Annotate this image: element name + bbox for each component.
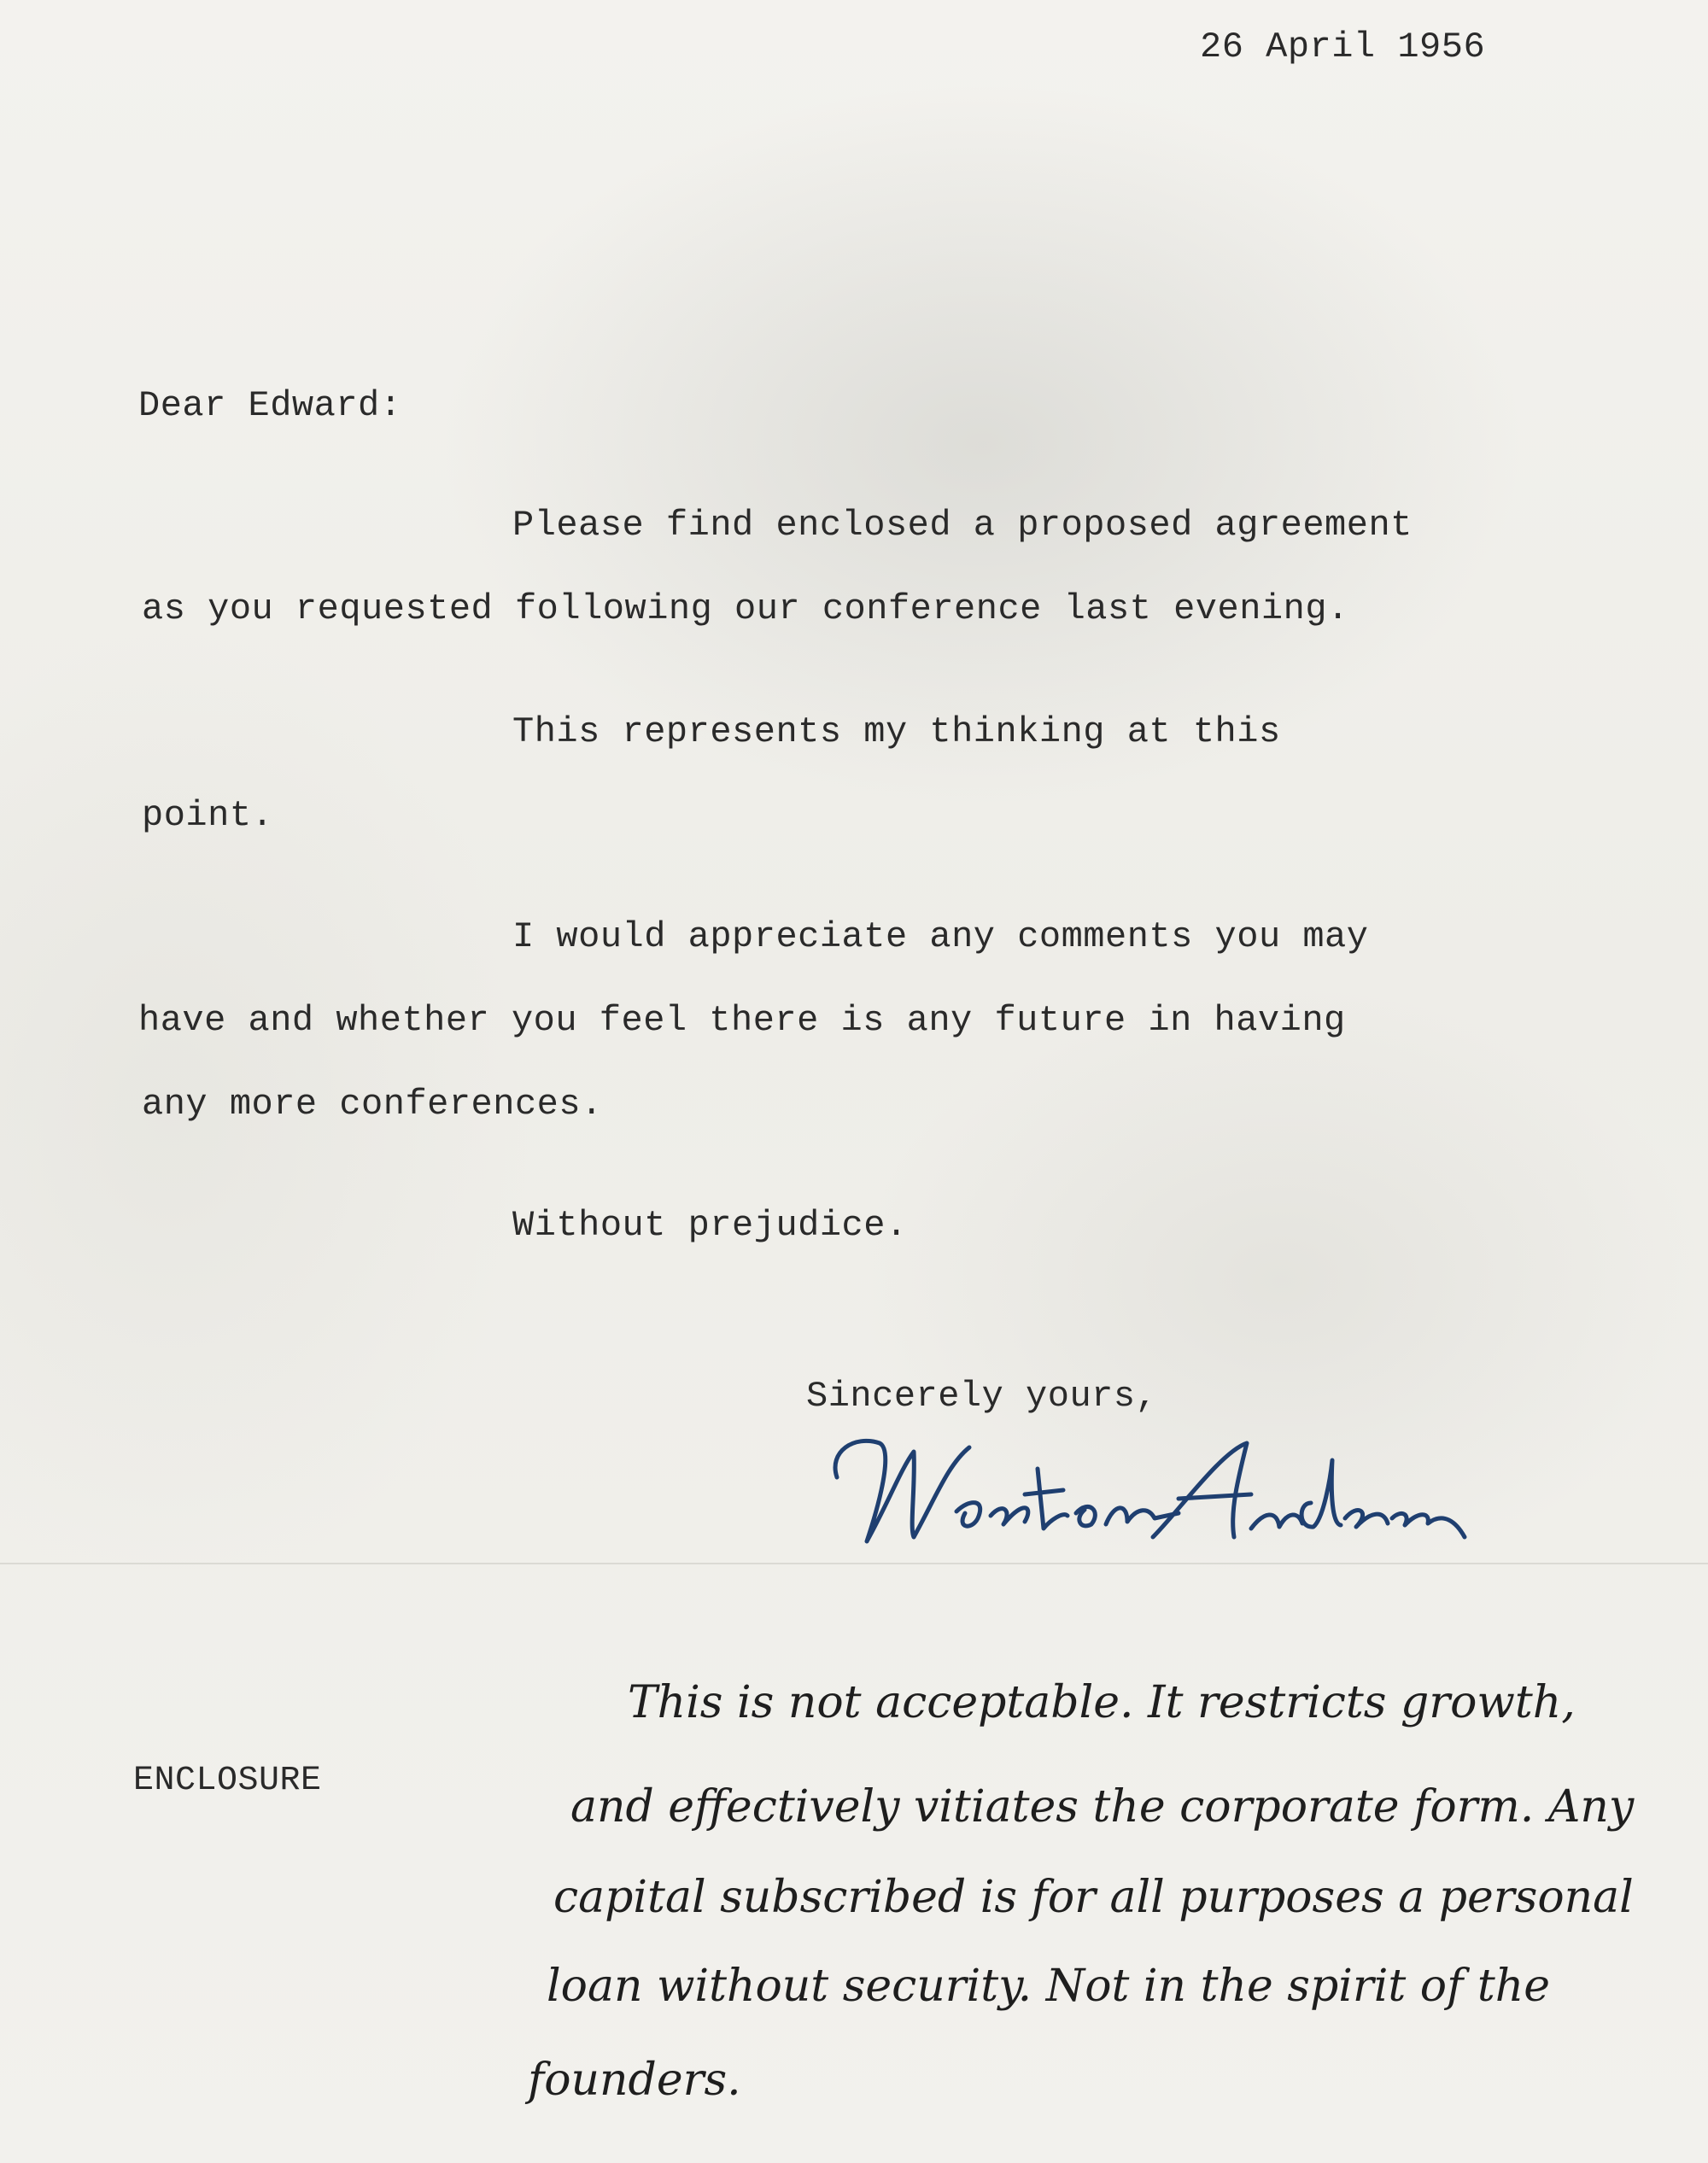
body-paragraph-4-line-1: Without prejudice. — [512, 1205, 908, 1246]
handwritten-note-line-1: This is not acceptable. It restricts growth, — [628, 1677, 1576, 1728]
closing: Sincerely yours, — [806, 1376, 1158, 1417]
body-paragraph-3-line-1: I would appreciate any comments you may — [512, 916, 1369, 957]
body-paragraph-1-line-1: Please find enclosed a proposed agreement — [512, 505, 1413, 546]
signature — [820, 1418, 1469, 1554]
signature-scrawl — [820, 1418, 1469, 1554]
paper-fold — [0, 1563, 1708, 1564]
handwritten-note-line-3: capital subscribed is for all purposes a personal — [553, 1872, 1634, 1923]
handwritten-note-line-5: founders. — [528, 2055, 741, 2106]
body-paragraph-3-line-2: have and whether you feel there is any future in having — [138, 1000, 1346, 1041]
letter-date: 26 April 1956 — [1200, 26, 1486, 67]
enclosure-label: ENCLOSURE — [133, 1762, 322, 1800]
handwritten-note-line-2: and effectively vitiates the corporate form. Any — [570, 1781, 1635, 1833]
salutation: Dear Edward: — [138, 385, 402, 426]
body-paragraph-2-line-2: point. — [142, 795, 274, 836]
body-paragraph-3-line-3: any more conferences. — [142, 1084, 603, 1125]
body-paragraph-1-line-2: as you requested following our conference last evening. — [142, 588, 1349, 629]
handwritten-note-line-4: loan without security. Not in the spirit of the — [547, 1961, 1551, 2012]
body-paragraph-2-line-1: This represents my thinking at this — [512, 711, 1281, 752]
